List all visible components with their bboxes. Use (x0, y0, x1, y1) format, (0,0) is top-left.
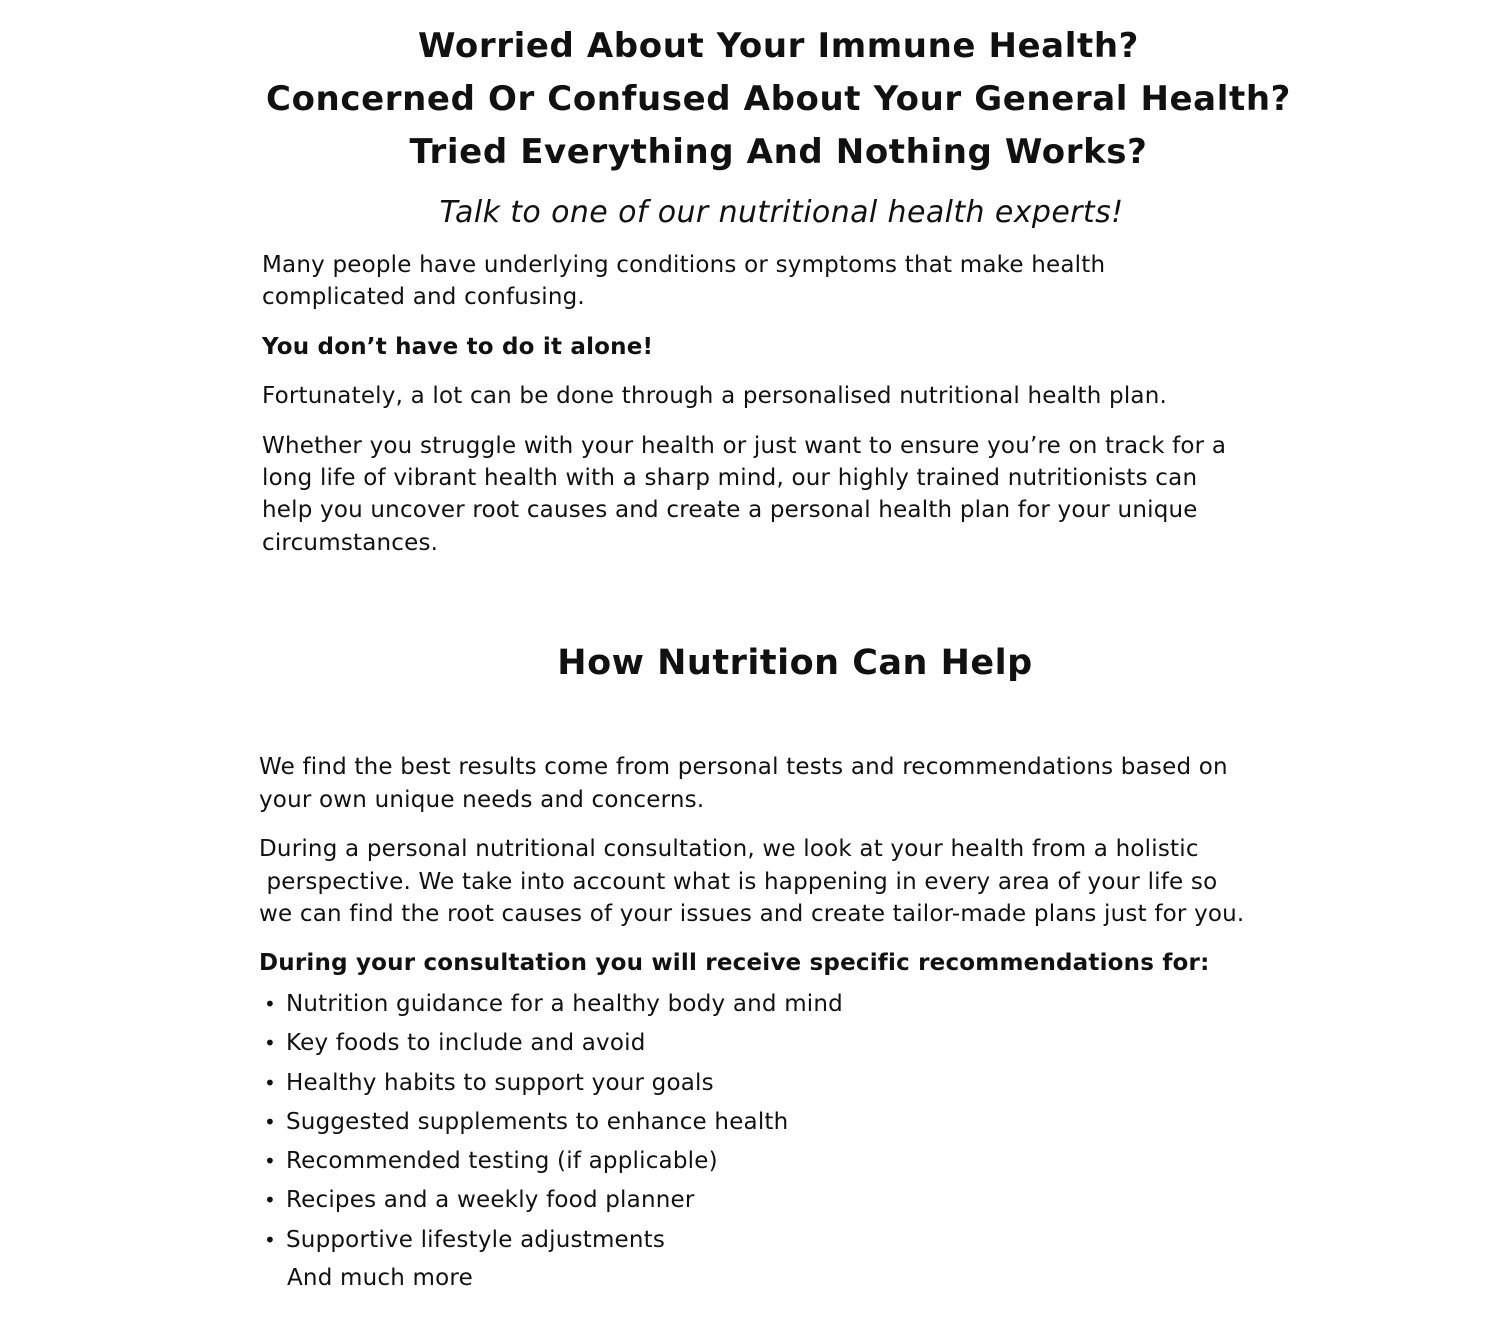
list-item (262, 1064, 843, 1103)
intro-paragraph-4-line-2: long life of vibrant health with a sharp mind, our highly trained nutritionists can (262, 465, 1198, 491)
bullet-icon: • (264, 1109, 276, 1134)
how-paragraph-1-line-2: your own unique needs and concerns. (259, 787, 705, 813)
bullet-icon: • (264, 1188, 276, 1213)
section-title-how-nutrition-can-help: How Nutrition Can Help (557, 643, 1033, 683)
intro-paragraph-1-line-2: complicated and confusing. (262, 284, 585, 310)
list-item-text: Nutrition guidance for a healthy body and mind (286, 991, 843, 1017)
list-item (262, 985, 843, 1024)
how-paragraph-1-line-1: We find the best results come from personal tests and recommendations based on (259, 754, 1228, 780)
list-item (262, 1024, 843, 1063)
list-item-text: Supportive lifestyle adjustments (286, 1226, 666, 1253)
how-paragraph-2-line-3: we can find the root causes of your issues and create tailor-made plans just for you. (259, 901, 1245, 927)
intro-emphasis: You don’t have to do it alone! (262, 334, 654, 360)
bullet-icon: • (264, 1149, 276, 1174)
intro-paragraph-4-line-3: help you uncover root causes and create a personal health plan for your unique (262, 497, 1198, 523)
tagline: Talk to one of our nutritional health experts! (439, 195, 1124, 230)
how-paragraph-2-line-2: perspective. We take into account what is happening in every area of your life so (259, 869, 1218, 895)
bullet-icon: • (264, 1070, 276, 1095)
list-item-text: Suggested supplements to enhance health (286, 1108, 789, 1135)
recommendations-heading: During your consultation you will receive specific recommendations for: (259, 950, 1210, 976)
list-item (262, 1221, 843, 1260)
headline-nothing-works: Tried Everything And Nothing Works? (409, 132, 1148, 172)
list-item (262, 1181, 843, 1220)
bullet-icon: • (264, 992, 276, 1016)
bullet-icon: • (264, 1031, 276, 1056)
list-item-text: Healthy habits to support your goals (286, 1069, 714, 1096)
recommendations-list (262, 985, 843, 1260)
and-much-more: And much more (287, 1265, 473, 1291)
headline-immune-health: Worried About Your Immune Health? (418, 26, 1139, 66)
list-item-text: Key foods to include and avoid (286, 1030, 646, 1057)
list-item-text: Recommended testing (if applicable) (286, 1148, 718, 1175)
headline-general-health: Concerned Or Confused About Your General Health? (266, 79, 1291, 119)
list-item (262, 1103, 843, 1142)
intro-paragraph-4-line-1: Whether you struggle with your health or just want to ensure you’re on track for a (262, 433, 1227, 459)
intro-paragraph-4-line-4: circumstances. (262, 530, 439, 556)
bullet-icon: • (264, 1227, 276, 1252)
list-item (262, 1142, 843, 1181)
intro-paragraph-3: Fortunately, a lot can be done through a personalised nutritional health plan. (262, 383, 1167, 409)
how-paragraph-2-line-1: During a personal nutritional consultation, we look at your health from a holistic (259, 836, 1199, 862)
intro-paragraph-1-line-1: Many people have underlying conditions or symptoms that make health (262, 252, 1106, 278)
list-item-text: Recipes and a weekly food planner (286, 1187, 695, 1214)
